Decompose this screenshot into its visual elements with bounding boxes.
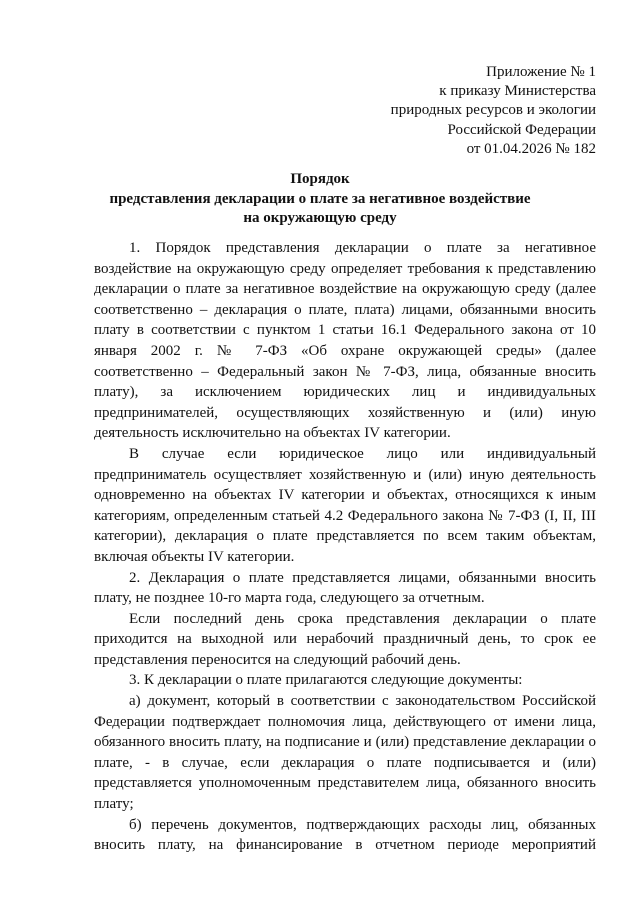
approval-line: природных ресурсов и экологии — [390, 102, 596, 119]
paragraph-1-cont: В случае если юридическое лицо или индивидуальный предприниматель осуществляет хозяйственную и (или) иную деятельность одновременно на объектах IV категории и объектах, относящихся к иным категориям, определенным статьей 4.2 Федерального закона № 7-ФЗ (I, II, III категории), декларация о плате представляется по всем таким объектам, включая объекты IV категории. — [94, 445, 596, 565]
title-line: представления декларации о плате за негативное воздействие — [109, 190, 531, 207]
document-title — [0, 170, 640, 229]
paragraph-3: 3. К декларации о плате прилагаются следующие документы: — [129, 672, 523, 689]
paragraph-3a: а) документ, который в соответствии с законодательством Российской Федерации подтверждает полномочия лица, действующего от имени лица, обязанного вносить плату, на подписание и (или) представление декларации о плате, - в случае, если декларация о плате подписывается и (или) представляется уполномоченным представителем лица, обязанного вносить плату; — [94, 693, 596, 813]
approval-line: Приложение № 1 — [486, 64, 596, 80]
paragraph-3b: б) перечень документов, подтверждающих расходы лиц, обязанных вносить плату, на финансирование в отчетном периоде мероприятий — [94, 816, 596, 854]
paragraph-2-cont: Если последний день срока представления декларации о плате приходится на выходной или нерабочий праздничный день, то срок ее представления переносится на следующий рабочий день. — [94, 610, 596, 668]
approval-line: Российской Федерации — [447, 121, 596, 138]
paragraph-2: 2. Декларация о плате представляется лицами, обязанными вносить плату, не позднее 10-го марта года, следующего за отчетным. — [94, 569, 596, 607]
approval-line: от 01.04.2026 № 182 — [466, 140, 596, 157]
document-body — [94, 238, 596, 856]
approval-line: к приказу Министерства — [439, 83, 596, 100]
title-line: на окружающую среду — [243, 210, 397, 226]
paragraph-1: 1. Порядок представления декларации о плате за негативное воздействие на окружающую среду определяет требования к представлению декларации о плате за негативное воздействие на окружающую среду (далее соответственно – декларация о плате, плата) лицами, обязанными вносить плату в соответствии с пунктом 1 статьи 16.1 Федерального закона от 10 января 2002 г. № 7-ФЗ «Об охране окружающей среды» (далее соответственно – Федеральный закон № 7-ФЗ, лица, обязанные вносить плату), за исключением юридических лиц и индивидуальных предпринимателей, осуществляющих хозяйственную и (или) иную деятельность исключительно на объектах IV категории. — [94, 240, 596, 442]
approval-block — [391, 63, 596, 159]
title-line: Порядок — [290, 171, 350, 187]
